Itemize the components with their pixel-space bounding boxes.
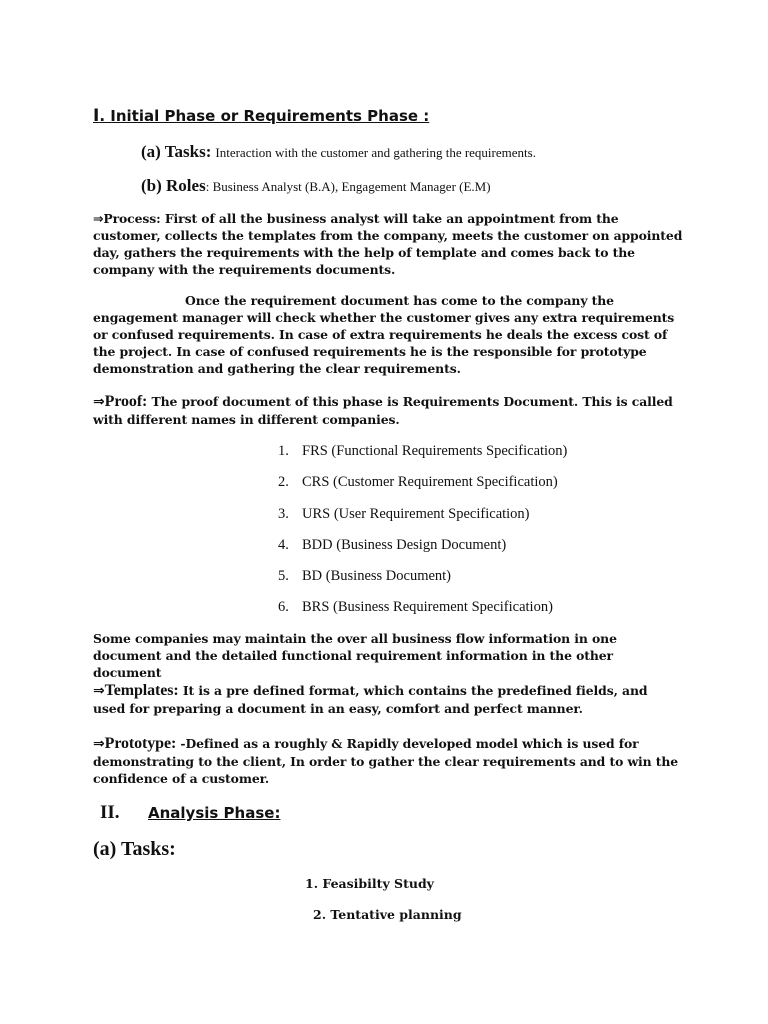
list-number: 3. [278,506,289,522]
engagement-text: Once the requirement document has come to the company the engagement manager will check whether the customer gives any extra requirements or confused requirements. In case of extra requirements he deals the excess cost of the project. In case of confused requirements he is the responsible for prototype demonstration and gathering the clear requirements. [93,293,675,376]
phase2-numeral: II [100,802,115,823]
tasks-label: (a) Tasks: [141,142,212,161]
list-item [278,506,530,523]
process-label: Process: [103,211,161,226]
proof-paragraph [93,393,683,428]
some-companies-text: Some companies may maintain the over all business flow information in one document and the detailed functional requirement information in the other document [93,631,617,680]
list-item [278,474,558,491]
some-companies-paragraph [93,630,683,681]
list-text: FRS (Functional Requirements Specification) [302,443,568,459]
list-item [278,599,553,616]
list-number: 6. [278,599,289,615]
process-text: First of all the business analyst will take an appointment from the customer, collects the templates from the company, meets the customer on appointed day, gathers the requirements with the help of template and comes back to the company with the requirements documents. [93,211,683,277]
prototype-label: Prototype: [104,735,177,752]
list-text: BRS (Business Requirement Specification) [302,599,553,615]
phase2-dot: . [114,802,120,823]
phase1-tasks [141,142,536,162]
list-number: 2. [278,474,289,490]
list-item [278,537,506,554]
list-text: URS (User Requirement Specification) [302,506,530,522]
process-paragraph [93,210,683,278]
phase1-roles [141,176,491,196]
list-item [278,568,451,585]
proof-text: The proof document of this phase is Requirements Document. This is called with different names in different companies. [93,394,673,427]
roles-text: : Business Analyst (B.A), Engagement Manager (E.M) [205,179,491,194]
proof-label: Proof: [104,393,148,410]
phase1-title: . Initial Phase or Requirements Phase : [99,107,430,125]
list-number: 1. [278,443,289,459]
roles-label: (b) Roles [141,176,206,195]
implies-arrow-icon: ⇒ [93,683,105,699]
list-text: BDD (Business Design Document) [302,537,507,553]
phase2-title: Analysis Phase: [148,804,281,822]
prototype-paragraph [93,735,683,787]
templates-paragraph [93,682,683,717]
templates-text: It is a pre defined format, which contains the predefined fields, and used for preparing a document in an easy, comfort and perfect manner. [93,683,648,716]
engagement-paragraph [93,292,683,377]
list-text: BD (Business Document) [302,568,452,584]
phase2-heading [100,802,120,824]
tasks-text: Interaction with the customer and gathering the requirements. [215,145,536,160]
implies-arrow-icon: ⇒ [93,211,104,226]
implies-arrow-icon: ⇒ [93,736,105,752]
phase1-heading [93,106,429,126]
prototype-text: -Defined as a roughly & Rapidly developed model which is used for demonstrating to the client, In order to gather the clear requirements and to win the confidence of a customer. [93,736,679,786]
implies-arrow-icon: ⇒ [93,394,105,410]
templates-label: Templates: [104,682,179,699]
phase2-title-wrap [148,804,280,822]
list-number: 5. [278,568,289,584]
list-item: 2. Tentative planning [313,907,462,922]
phase2-tasks-label: (a) Tasks: [93,838,176,860]
phase1-numeral: I [93,106,100,126]
list-item [278,443,567,460]
list-text: CRS (Customer Requirement Specification) [302,474,558,490]
list-number: 4. [278,537,289,553]
list-item: 1. Feasibilty Study [305,876,434,891]
